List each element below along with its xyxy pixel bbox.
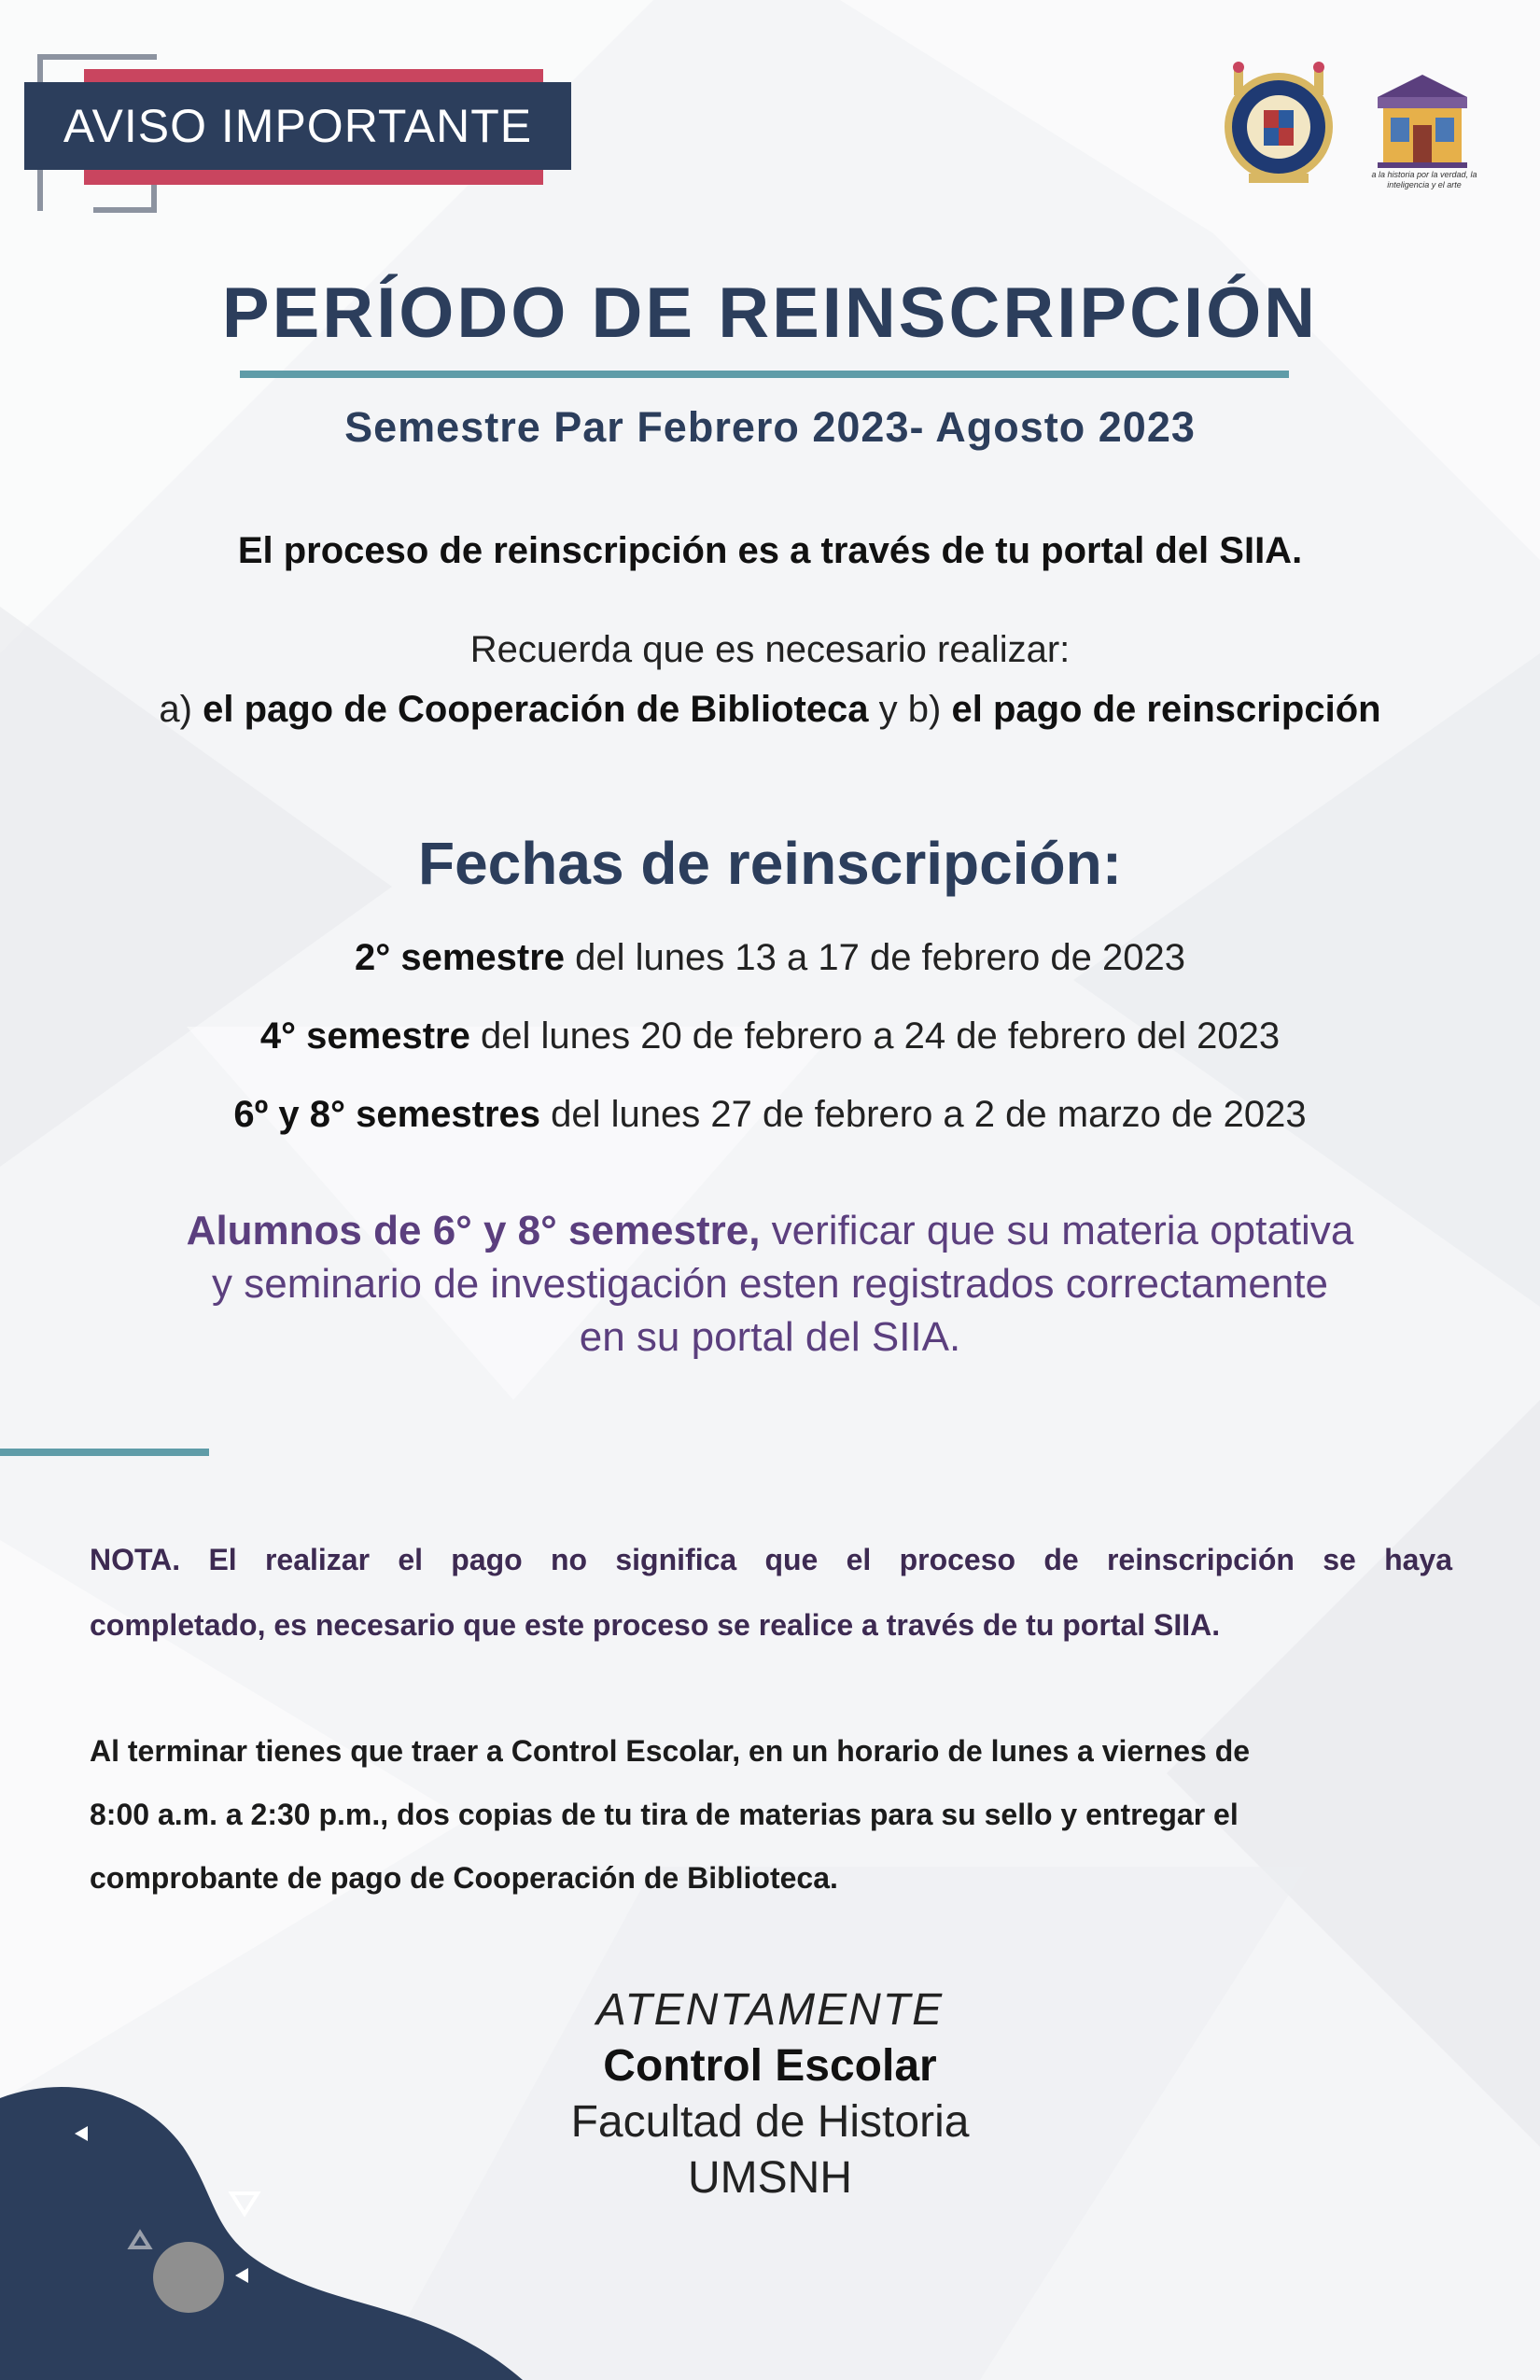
section-divider [0,1449,209,1456]
date-semester: 6º y 8° semestres [233,1094,541,1135]
instructions-line-2: 8:00 a.m. a 2:30 p.m., dos copias de tu tira de materias para su sello y entregar el [90,1798,1239,1831]
note-line-2: completado, es necesario que este proceso se realice a través de tu portal SIIA. [90,1608,1221,1642]
date-line-4th-semester [0,1015,1540,1057]
university-seal-icon [1221,62,1337,185]
students-notice-line-1 [0,1204,1540,1257]
students-notice-line-3: en su portal del SIIA. [579,1314,961,1360]
date-range: del lunes 13 a 17 de febrero de 2023 [565,937,1185,978]
payment-a: el pago de Cooperación de Biblioteca [203,689,869,730]
students-notice [0,1204,1540,1364]
date-semester: 4° semestre [259,1015,470,1057]
students-notice-bold: Alumnos de 6° y 8° semestre, [186,1208,761,1253]
faculty-motto: a la historia por la verdad, la inteligencia y el arte [1371,170,1477,189]
payment-joiner: y b) [868,689,952,730]
signature-faculty: Facultad de Historia [570,2097,970,2147]
signature-university: UMSNH [688,2153,852,2203]
students-notice-line-2: y seminario de investigación esten registrados correctamente [212,1261,1328,1307]
instructions-line-1: Al terminar tienes que traer a Control Escolar, en un horario de lunes a viernes de [90,1734,1251,1768]
signature-sincerely: ATENTAMENTE [595,1985,945,2035]
date-range: del lunes 20 de febrero a 24 de febrero del 2023 [469,1015,1281,1057]
students-notice-rest: verificar que su materia optativa [760,1208,1354,1253]
signature-office: Control Escolar [603,2041,937,2091]
page-title: PERÍODO DE REINSCRIPCIÓN [221,273,1319,353]
dates-heading: Fechas de reinscripción: [417,830,1123,897]
process-statement: El proceso de reinscripción es a través de tu portal del SIIA. [237,530,1303,571]
payment-a-prefix: a) [159,689,203,730]
remember-text: Recuerda que es necesario realizar: [469,629,1071,670]
note-line-1: NOTA. El realizar el pago no significa que el proceso de reinscripción se haya [90,1543,1452,1576]
title-underline [240,371,1289,378]
date-line-2nd-semester [0,937,1540,979]
instructions-line-3: comprobante de pago de Cooperación de Biblioteca. [90,1861,838,1895]
payment-requirements [0,689,1540,731]
date-range: del lunes 27 de febrero a 2 de marzo de 2023 [540,1094,1307,1135]
note-block [90,1527,1452,1658]
semester-subtitle: Semestre Par Febrero 2023- Agosto 2023 [344,403,1196,451]
corner-decoration [0,2081,523,2380]
notice-badge: AVISO IMPORTANTE [24,82,571,170]
faculty-building-icon [1374,73,1471,170]
payment-b: el pago de reinscripción [951,689,1381,730]
instructions-block [90,1719,1452,1910]
date-semester: 2° semestre [354,937,566,978]
date-line-6th-8th-semester [0,1094,1540,1136]
